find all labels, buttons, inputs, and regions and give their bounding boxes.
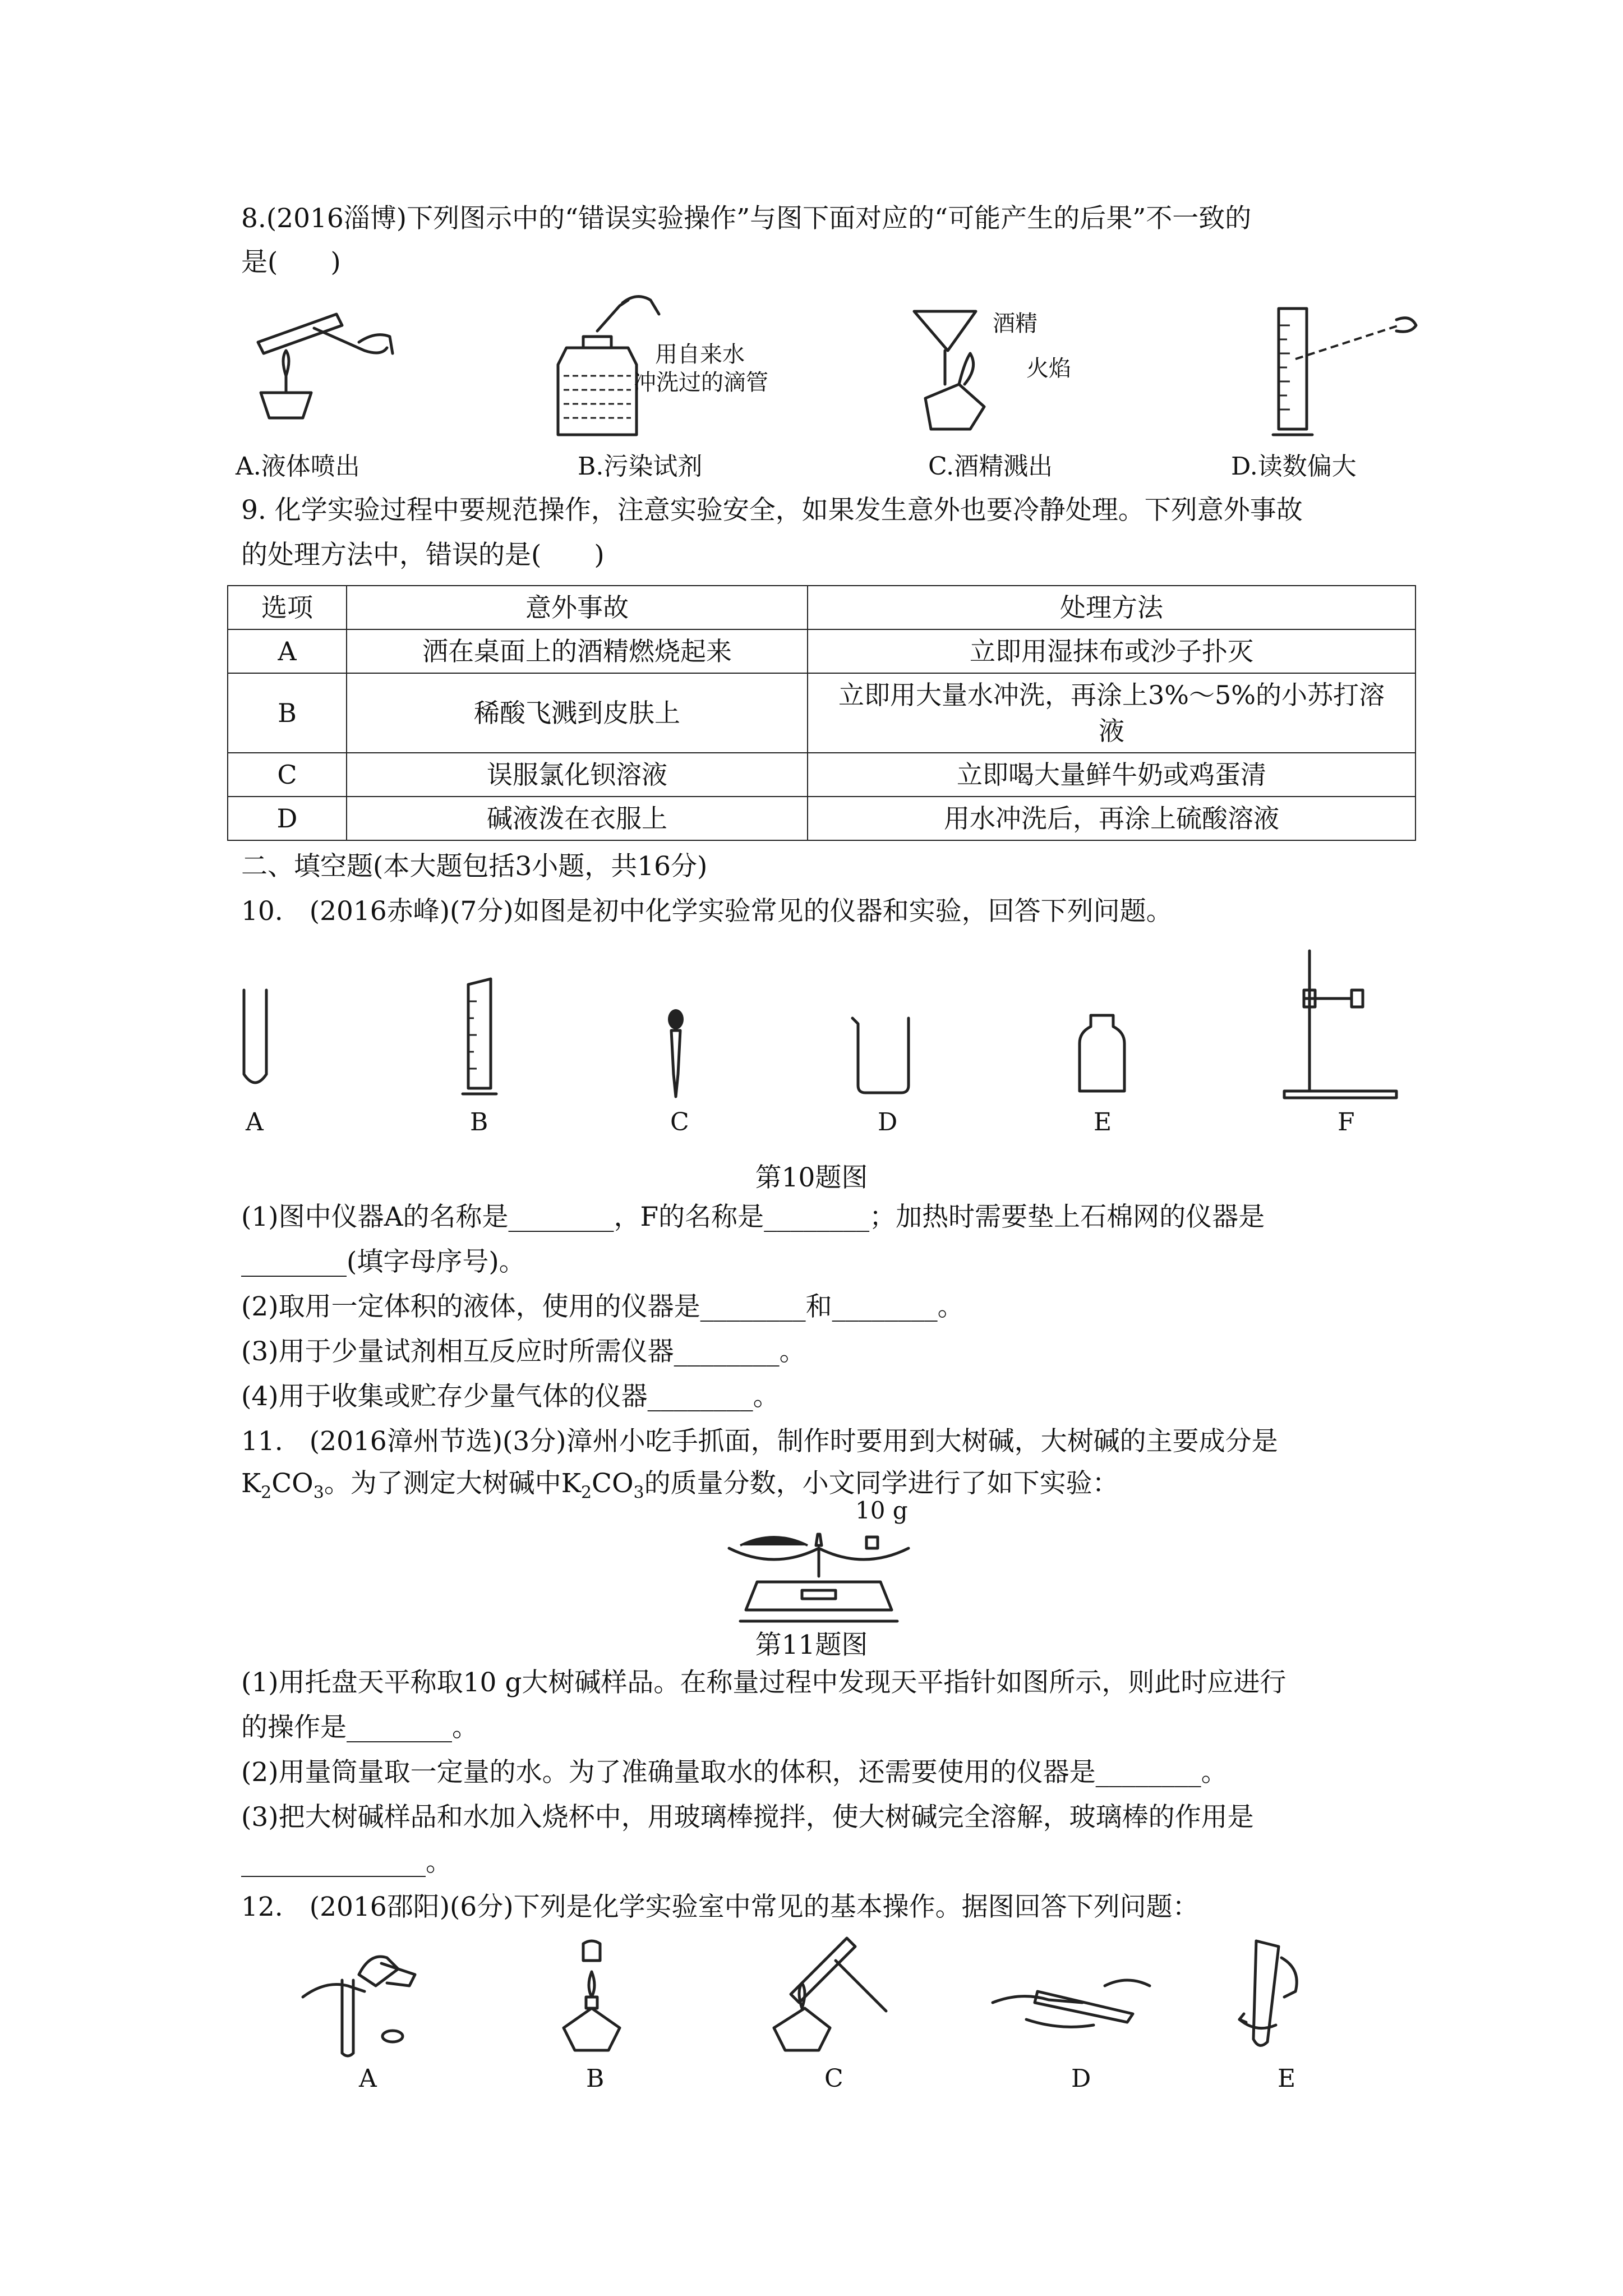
q11-formula-k: K xyxy=(241,1468,261,1499)
table-cell-method xyxy=(808,673,1415,753)
weight-label: 10 g xyxy=(855,1497,908,1524)
q11-formula-sub: 2 xyxy=(580,1483,592,1503)
q12-figure-a-pouring-icon xyxy=(303,1941,426,2059)
table-cell-option: A xyxy=(228,629,347,673)
instrument-c-dropper-icon xyxy=(665,1007,687,1099)
table-cell-option: D xyxy=(228,797,347,840)
q10-sub4: (4)用于收集或贮存少量气体的仪器________。 xyxy=(241,1381,780,1412)
instrument-label-a: A xyxy=(246,1108,264,1137)
q11-sub1-line1: (1)用托盘天平称取10 g大树碱样品。在称量过程中发现天平指针如图所示，则此时应进行 xyxy=(241,1667,1287,1698)
q12-figure-b-lamp-cap-icon xyxy=(558,1938,625,2059)
q10-stem: 10. (2016赤峰)(7分)如图是初中化学实验常见的仪器和实验，回答下列问题。 xyxy=(241,896,1173,927)
table-row xyxy=(228,629,1415,673)
q12-label-a: A xyxy=(359,2064,377,2093)
instrument-f-iron-stand-icon xyxy=(1284,951,1408,1099)
q12-figure-e-shaking-tube-icon xyxy=(1234,1935,1307,2059)
table-header-method: 处理方法 xyxy=(808,586,1415,629)
q12-stem: 12. (2016邵阳)(6分)下列是化学实验室中常见的基本操作。据图回答下列问题： xyxy=(241,1892,1199,1922)
table-cell-accident: 稀酸飞溅到皮肤上 xyxy=(347,673,808,753)
table-cell-accident: 碱液泼在衣服上 xyxy=(347,797,808,840)
table-header-option: 选项 xyxy=(228,586,347,629)
q12-figure-d-dropper-tube-icon xyxy=(993,1969,1161,2036)
q11-figure-caption: 第11题图 xyxy=(755,1630,868,1660)
instrument-label-e: E xyxy=(1094,1108,1112,1137)
instrument-e-gas-bottle-icon xyxy=(1074,1013,1130,1097)
q8-figure-b-text1: 用自来水 xyxy=(655,342,745,367)
q8-option-b: B.污染试剂 xyxy=(578,452,703,481)
q11-formula-sub: 3 xyxy=(313,1483,324,1503)
table-row xyxy=(228,797,1415,840)
q11-stem-line1: 11. (2016漳州节选)(3分)漳州小吃手抓面，制作时要用到大树碱，大树碱的主要成分是 xyxy=(241,1426,1278,1457)
table-cell-method-line2: 液 xyxy=(1099,716,1124,746)
table-row xyxy=(228,753,1415,797)
q11-formula-sub: 3 xyxy=(633,1483,644,1503)
section-heading: 二、填空题(本大题包括3小题，共16分) xyxy=(241,851,708,882)
q11-formula-co: CO xyxy=(592,1468,634,1499)
table-cell-accident: 洒在桌面上的酒精燃烧起来 xyxy=(347,629,808,673)
q12-label-d: D xyxy=(1071,2064,1091,2093)
q11-stem-line2 xyxy=(241,1467,1119,1510)
instrument-label-c: C xyxy=(670,1108,689,1137)
instrument-b-graduated-cylinder-icon xyxy=(460,979,499,1097)
q8-figure-c-text2: 火焰 xyxy=(1026,356,1071,381)
q11-sub2: (2)用量筒量取一定量的水。为了准确量取水的体积，还需要使用的仪器是________。 xyxy=(241,1757,1228,1788)
q12-label-c: C xyxy=(824,2064,843,2093)
table-header-accident: 意外事故 xyxy=(347,586,808,629)
q11-text: 。为了测定大树碱中K xyxy=(324,1468,581,1499)
q11-formula-sub: 2 xyxy=(261,1483,272,1503)
q8-stem-line1: 8.(2016淄博)下列图示中的“错误实验操作”与图下面对应的“可能产生的后果”不一致的 xyxy=(241,203,1252,234)
table-row xyxy=(228,673,1415,753)
q9-stem-line1: 9. 化学实验过程中要规范操作，注意实验安全，如果发生意外也要冷静处理。下列意外事故 xyxy=(241,495,1303,526)
table-cell-method: 用水冲洗后，再涂上硫酸溶液 xyxy=(808,797,1415,840)
q11-sub3-line1: (3)把大树碱样品和水加入烧杯中，用玻璃棒搅拌，使大树碱完全溶解，玻璃棒的作用是 xyxy=(241,1802,1254,1833)
balance-scale-icon xyxy=(723,1526,914,1627)
q8-option-c: C.酒精溅出 xyxy=(928,452,1053,481)
q8-option-a: A.液体喷出 xyxy=(236,452,360,481)
table-cell-method: 立即喝大量鲜牛奶或鸡蛋清 xyxy=(808,753,1415,797)
q12-label-b: B xyxy=(586,2064,605,2093)
instrument-d-beaker-icon xyxy=(850,1015,917,1097)
q12-figure-c-heating-tube-icon xyxy=(763,1932,897,2059)
q11-sub3-line2: ______________。 xyxy=(241,1847,452,1878)
table-cell-method-line1: 立即用大量水冲洗，再涂上3%～5%的小苏打溶 xyxy=(838,680,1385,710)
q9-stem-line2: 的处理方法中，错误的是( ) xyxy=(241,540,605,570)
instrument-label-d: D xyxy=(878,1108,898,1137)
table-cell-option: B xyxy=(228,673,347,753)
q11-sub1-line2: 的操作是________。 xyxy=(241,1712,478,1743)
q10-figure-caption: 第10题图 xyxy=(755,1162,868,1193)
table-cell-method: 立即用湿抹布或沙子扑灭 xyxy=(808,629,1415,673)
instrument-label-f: F xyxy=(1338,1108,1355,1137)
q10-sub1-line2: ________(填字母序号)。 xyxy=(241,1246,525,1277)
q8-figure-c-text1: 酒精 xyxy=(993,311,1038,337)
table-cell-option: C xyxy=(228,753,347,797)
accident-table xyxy=(227,585,1416,841)
q8-figure-d-cylinder xyxy=(1273,303,1419,440)
q8-figure-b-text2: 冲洗过的滴管 xyxy=(634,370,768,395)
q12-label-e: E xyxy=(1278,2064,1296,2093)
q8-figure-a-heating-tube xyxy=(236,297,404,438)
table-cell-accident: 误服氯化钡溶液 xyxy=(347,753,808,797)
q11-formula-co: CO xyxy=(271,1468,313,1499)
q10-sub3: (3)用于少量试剂相互反应时所需仪器________。 xyxy=(241,1336,806,1367)
q8-stem-line2: 是( ) xyxy=(241,247,341,278)
instrument-a-test-tube-icon xyxy=(238,990,272,1091)
q10-sub2: (2)取用一定体积的液体，使用的仪器是________和________。 xyxy=(241,1291,964,1322)
instrument-label-b: B xyxy=(470,1108,488,1137)
q10-sub1-line1: (1)图中仪器A的名称是________，F的名称是________；加热时需要垫上石棉网的仪器是 xyxy=(241,1202,1265,1232)
table-header-row xyxy=(228,586,1415,629)
q8-option-d: D.读数偏大 xyxy=(1231,452,1357,481)
q11-text: 的质量分数，小文同学进行了如下实验： xyxy=(644,1468,1119,1499)
